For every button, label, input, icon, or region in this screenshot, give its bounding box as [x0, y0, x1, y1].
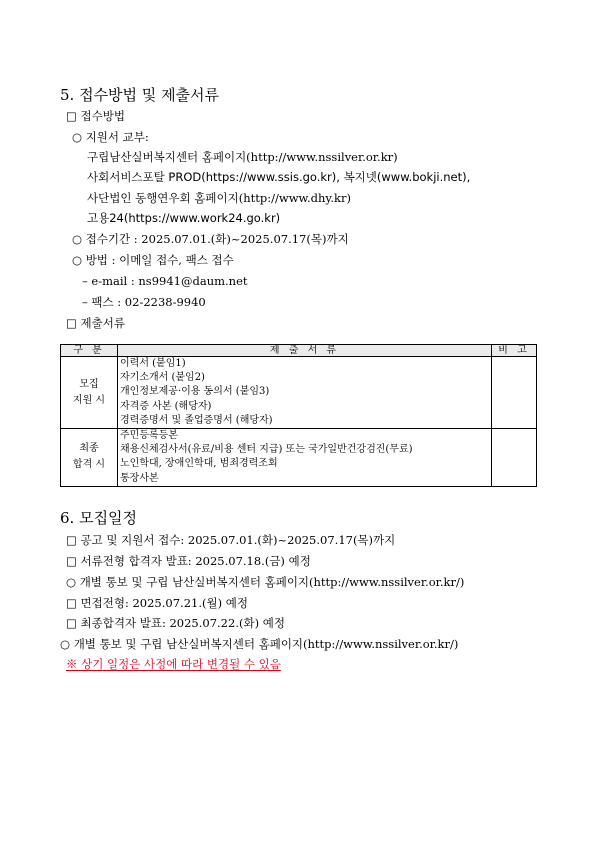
period-text: ○ 접수기간 : 2025.07.01.(화)~2025.07.17(목)까지 — [72, 232, 349, 246]
site-dhy: 사단법인 동행연우회 홈페이지(http://www.dhy.kr) — [87, 191, 352, 205]
schedule-item: □ 공고 및 지원서 접수: 2025.07.01.(화)~2025.07.17(목)까지 — [66, 533, 396, 547]
table-row — [61, 357, 537, 429]
header-remarks: 비 고 — [492, 345, 537, 357]
site-work24: 고용24(https://www.work24.go.kr) — [87, 211, 281, 225]
category-line1: 최종 — [79, 443, 99, 455]
list-item: 자격증 사본 (해당자) — [120, 400, 212, 412]
header-category: 구 분 — [61, 345, 118, 357]
list-item: 채용신체검사서(유료/비용 센터 지급) 또는 국가일반건강검진(무료) — [120, 444, 413, 456]
email-text: – e-mail : ns9941@daum.net — [82, 274, 248, 288]
table-row — [61, 429, 537, 487]
category-line2: 지원 시 — [72, 394, 106, 406]
list-item: 통장사본 — [120, 472, 159, 484]
site-ssis-bokji: 사회서비스포탈 PROD(https://www.ssis.go.kr), 복지넷(www.bokji.net), — [87, 170, 471, 184]
schedule-item: ○ 개별 통보 및 구립 남산실버복지센터 홈페이지(http://www.nssilver.or.kr/) — [60, 637, 459, 651]
row-documents — [118, 429, 492, 487]
schedule-notice: ※ 상기 일정은 사정에 따라 변경될 수 있음 — [66, 657, 281, 671]
list-item: 경력증명서 및 졸업증명서 (해당자) — [120, 414, 273, 426]
section5-heading: 5. 접수방법 및 제출서류 — [60, 86, 220, 104]
table-header-row — [61, 345, 537, 357]
row-remarks — [492, 429, 537, 487]
list-item: 자기소개서 (붙임2) — [120, 372, 205, 384]
row-remarks — [492, 357, 537, 429]
header-documents: 제 출 서 류 — [118, 345, 492, 357]
row-documents — [118, 357, 492, 429]
submit-label: ○ 지원서 교부: — [72, 130, 149, 144]
fax-text: – 팩스 : 02-2238-9940 — [82, 295, 206, 309]
category-line1: 모집 — [79, 378, 99, 390]
list-item: 개인정보제공·이용 동의서 (붙임3) — [120, 386, 270, 398]
list-item: 노인학대, 장애인학대, 범죄경력조회 — [120, 458, 278, 470]
schedule-item: □ 서류전형 합격자 발표: 2025.07.18.(금) 예정 — [66, 554, 311, 568]
schedule-item: □ 면접전형: 2025.07.21.(월) 예정 — [66, 596, 248, 610]
schedule-item: □ 최종합격자 발표: 2025.07.22.(화) 예정 — [66, 616, 285, 630]
site-nssilver: 구립남산실버복지센터 홈페이지(http://www.nssilver.or.kr) — [87, 150, 398, 164]
method-text: ○ 방법 : 이메일 접수, 팩스 접수 — [72, 253, 234, 267]
list-item: 주민등록등본 — [120, 430, 178, 441]
docs-label: □ 제출서류 — [66, 316, 125, 330]
schedule-item: ○ 개별 통보 및 구립 남산실버복지센터 홈페이지(http://www.nssilver.or.kr/) — [66, 575, 465, 589]
row-category — [61, 429, 118, 487]
method-label: □ 접수방법 — [66, 109, 125, 123]
category-line2: 합격 시 — [72, 459, 106, 471]
list-item: 이력서 (붙임1) — [120, 358, 186, 369]
row-category — [61, 357, 118, 429]
documents-table — [60, 344, 537, 487]
section6-heading: 6. 모집일정 — [60, 509, 138, 527]
